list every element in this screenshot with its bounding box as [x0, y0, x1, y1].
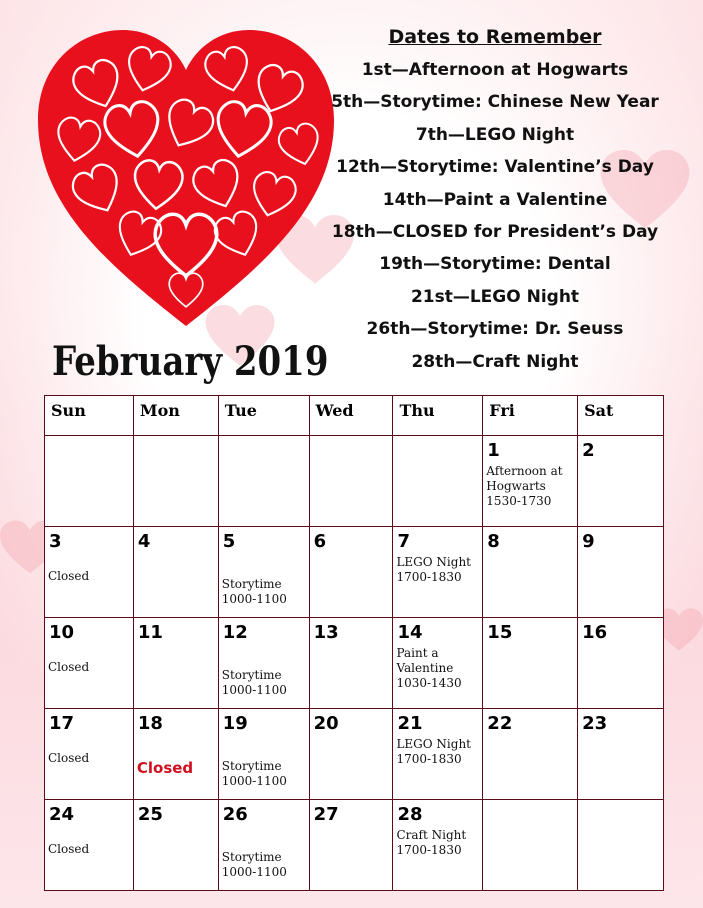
calendar-day-cell: [133, 618, 218, 709]
event-line: Closed: [48, 842, 90, 856]
calendar-day-cell: [218, 436, 309, 527]
event-line: Closed: [136, 759, 194, 777]
calendar-day-cell: [578, 709, 664, 800]
day-event: [222, 668, 287, 698]
dates-to-remember-title: Dates to Remember: [388, 26, 602, 48]
calendar-day-cell: [578, 618, 664, 709]
calendar-week-row: [45, 436, 664, 527]
day-number: 25: [137, 804, 163, 825]
day-number: 24: [49, 804, 75, 825]
event-line: 1700-1830: [396, 752, 462, 766]
day-event: [48, 660, 89, 675]
event-line: Valentine: [396, 661, 454, 675]
calendar-grid: [44, 395, 664, 891]
day-event: [396, 737, 471, 767]
weekday-header-row: [45, 396, 664, 436]
day-event: [48, 751, 89, 766]
day-number: 28: [397, 804, 423, 825]
event-line: 1530-1730: [486, 494, 552, 508]
day-number: 27: [313, 804, 339, 825]
day-number: 23: [582, 713, 608, 734]
calendar-day-cell: [45, 800, 134, 891]
date-item: 19th—Storytime: Dental: [379, 254, 611, 275]
calendar-day-cell: [133, 800, 218, 891]
calendar-day-cell: [393, 709, 483, 800]
calendar-day-cell: [578, 436, 664, 527]
day-number: 2: [582, 440, 595, 461]
day-event: [396, 646, 461, 691]
date-item: 7th—LEGO Night: [415, 124, 575, 145]
day-number: 21: [397, 713, 423, 734]
weekday-header: Tue: [218, 396, 309, 436]
day-number: 7: [397, 531, 410, 552]
day-number: 16: [582, 622, 608, 643]
event-line: 1000-1100: [221, 592, 287, 606]
day-number: 4: [137, 531, 151, 552]
day-event: [48, 569, 89, 584]
day-number: 6: [313, 531, 327, 552]
event-line: Closed: [48, 751, 90, 765]
calendar-day-cell: [578, 800, 664, 891]
dates-to-remember: [330, 26, 660, 382]
calendar-day-cell: [309, 527, 393, 618]
event-line: 1000-1100: [221, 683, 287, 697]
event-line: LEGO Night: [396, 555, 471, 569]
calendar-week-row: [45, 618, 664, 709]
weekday-header: Sun: [45, 396, 134, 436]
calendar-day-cell: [45, 709, 134, 800]
date-item: 12th—Storytime: Valentine’s Day: [336, 157, 654, 178]
calendar-day-cell: [218, 527, 309, 618]
calendar-day-cell: [483, 618, 578, 709]
calendar-week-row: [45, 800, 664, 891]
calendar-day-cell: [483, 709, 578, 800]
calendar-day-cell: [133, 709, 218, 800]
date-item: 5th—Storytime: Chinese New Year: [331, 92, 659, 113]
day-number: 8: [487, 531, 500, 552]
day-number: 20: [313, 713, 339, 734]
calendar-day-cell: [45, 436, 134, 527]
event-line: Storytime: [221, 577, 282, 591]
day-number: 10: [49, 622, 75, 643]
day-number: 18: [137, 713, 163, 734]
calendar-day-cell: [393, 527, 483, 618]
date-item: 26th—Storytime: Dr. Seuss: [366, 319, 624, 340]
calendar-day-cell: [483, 800, 578, 891]
event-line: Storytime: [221, 759, 282, 773]
calendar-day-cell: [393, 618, 483, 709]
event-line: Closed: [48, 660, 90, 674]
day-number: 26: [222, 804, 248, 825]
weekday-header: Mon: [133, 396, 218, 436]
day-number: 19: [222, 713, 248, 734]
calendar-day-cell: [309, 800, 393, 891]
day-event: [222, 850, 287, 880]
calendar-day-cell: [218, 618, 309, 709]
day-number: 12: [222, 622, 248, 643]
calendar-week-row: [45, 709, 664, 800]
calendar-day-cell: [133, 436, 218, 527]
day-number: 15: [487, 622, 513, 643]
event-line: 1000-1100: [221, 774, 287, 788]
date-item: 14th—Paint a Valentine: [382, 189, 608, 210]
weekday-header: Wed: [309, 396, 393, 436]
day-event: [222, 759, 287, 789]
weekday-header: Sat: [578, 396, 664, 436]
calendar-week-row: [45, 527, 664, 618]
event-line: 1700-1830: [396, 570, 462, 584]
day-number: 17: [49, 713, 75, 734]
event-line: Hogwarts: [486, 479, 546, 493]
day-event: [222, 577, 287, 607]
day-number: 5: [222, 531, 236, 552]
valentine-heart-icon: [38, 30, 334, 330]
date-item: 28th—Craft Night: [411, 351, 579, 372]
event-line: 1700-1830: [396, 843, 462, 857]
day-event: [486, 464, 562, 509]
day-event: [396, 555, 471, 585]
day-number: 11: [137, 622, 163, 643]
event-line: 1000-1100: [221, 865, 287, 879]
weekday-header: Fri: [483, 396, 578, 436]
calendar-day-cell: [309, 436, 393, 527]
date-item: 21st—LEGO Night: [410, 286, 580, 307]
day-number: 9: [582, 531, 595, 552]
event-line: Paint a: [396, 646, 439, 660]
day-number: 22: [487, 713, 513, 734]
day-number: 14: [397, 622, 423, 643]
calendar-day-cell: [133, 527, 218, 618]
day-number: 13: [313, 622, 339, 643]
calendar-day-cell: [393, 800, 483, 891]
calendar-day-cell: [45, 527, 134, 618]
month-title: February 2019: [52, 338, 329, 385]
date-item: 1st—Afternoon at Hogwarts: [361, 60, 629, 80]
event-line: LEGO Night: [396, 737, 471, 751]
calendar-day-cell: [45, 618, 134, 709]
event-line: Closed: [48, 569, 90, 583]
day-number: 1: [487, 440, 500, 461]
event-line: Craft Night: [396, 828, 467, 842]
date-item: 18th—CLOSED for President’s Day: [331, 221, 659, 242]
calendar-day-cell: [218, 800, 309, 891]
weekday-header: Thu: [393, 396, 483, 436]
calendar-day-cell: [483, 436, 578, 527]
calendar-day-cell: [578, 527, 664, 618]
event-line: Afternoon at: [486, 464, 563, 478]
calendar-day-cell: [309, 709, 393, 800]
event-line: Storytime: [221, 850, 282, 864]
calendar-day-cell: [483, 527, 578, 618]
day-event: [48, 842, 89, 857]
calendar-day-cell: [309, 618, 393, 709]
calendar-day-cell: [218, 709, 309, 800]
day-number: 3: [49, 531, 62, 552]
event-line: 1030-1430: [396, 676, 462, 690]
calendar-day-cell: [393, 436, 483, 527]
event-line: Storytime: [221, 668, 282, 682]
day-event: [137, 761, 193, 776]
day-event: [396, 828, 466, 858]
